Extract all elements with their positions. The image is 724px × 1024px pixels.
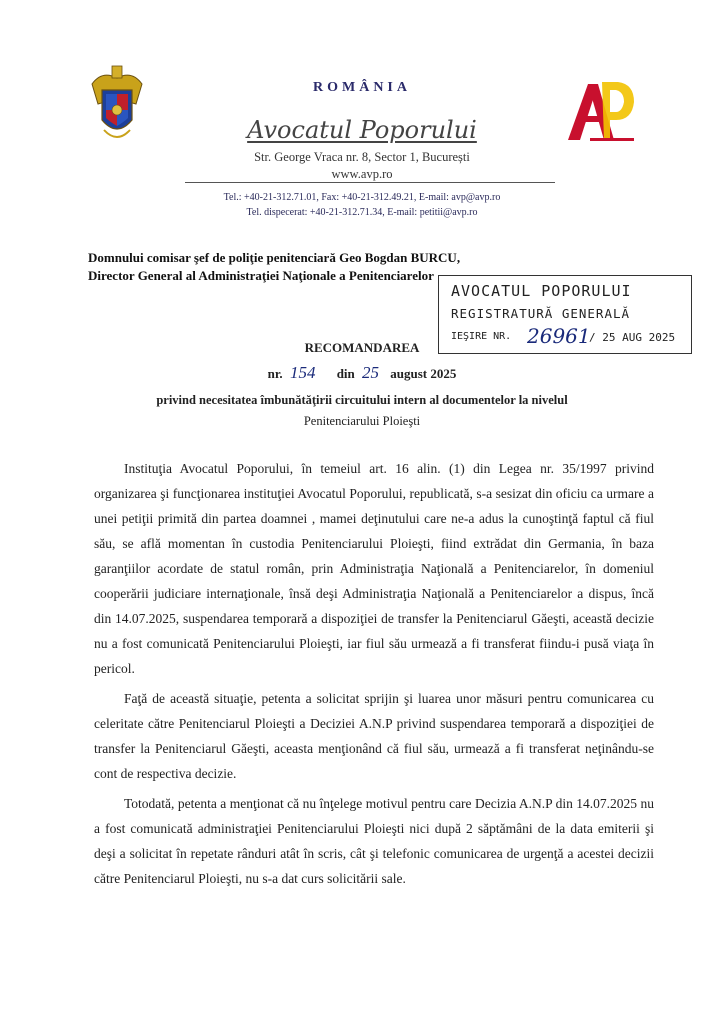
nr-value: 154 — [289, 363, 316, 382]
din-day: 25 — [362, 363, 380, 382]
stamp-handwritten-number: 26961 — [527, 324, 591, 348]
subject-line-2: Penitenciarului Ploieşti — [303, 414, 421, 428]
institution-name: Avocatul Poporului — [247, 116, 477, 144]
document-number-line — [0, 363, 724, 383]
body-paragraph-3: Totodată, petenta a menţionat că nu înţelege motivul pentru care Decizia A.N.P din 14.07.2025 nu a fost comunicată administraţiei Penitenciarului Ploieşti nici după 2 săptămâni de la data emiterii şi deşi a solicitat în repetate rânduri atât în scris, cât şi telefonic comunicarea de urgenţă a acestei decizii către Penitenciarul Ploieşti, nu s-a dat curs solicitării sale. — [94, 796, 654, 886]
nr-label: nr. — [267, 366, 283, 381]
addressee-line-1: Domnului comisar şef de poliţie penitenciară Geo Bogdan BURCU, — [88, 250, 461, 265]
country-name: ROMÂNIA — [313, 80, 411, 95]
subject-line-1: privind necesitatea îmbunătăţirii circuitului intern al documentelor la nivelul — [156, 393, 568, 407]
document-body — [94, 456, 654, 896]
stamp-exit-label: IEŞIRE NR. — [451, 331, 512, 342]
body-paragraph-2: Faţă de această situaţie, petenta a solicitat sprijin şi luarea unor măsuri pentru comunicarea cu celeritate către Penitenciarul Ploieşti a Deciziei A.N.P privind suspendarea temporară a dispoziţiei de transfer la Penitenciarul Găeşti, aceasta menţionând că fiul său, urmează a fi transferat neţinându-se cont de respectiva decizie. — [94, 691, 654, 781]
institution-address: Str. George Vraca nr. 8, Sector 1, București — [254, 150, 470, 164]
addressee-line-2: Director General al Administraţiei Naţionale a Penitenciarelor — [88, 268, 434, 283]
stamp-line-1: AVOCATUL POPORULUI — [451, 282, 632, 300]
contact-line-2: Tel. dispecerat: +40-21-312.71.34, E-mail: petitii@avp.ro — [246, 207, 478, 218]
stamp-date: / 25 AUG 2025 — [589, 331, 676, 344]
header-divider — [185, 182, 555, 183]
stamp-line-2: REGISTRATURĂ GENERALĂ — [451, 306, 631, 321]
contact-line-1: Tel.: +40-21-312.71.01, Fax: +40-21-312.49.21, E-mail: avp@avp.ro — [223, 192, 501, 203]
institution-website: www.avp.ro — [331, 167, 393, 181]
body-paragraph-1: Instituţia Avocatul Poporului, în temeiul art. 16 alin. (1) din Legea nr. 35/1997 privind organizarea şi funcţionarea instituţiei Avocatul Poporului, republicată, s-a sesizat din oficiu ca urmare a unei petiţii primită din partea doamnei , mamei deţinutului care ne-a adus la cunoştinţă faptul că fiul său, se află momentan în custodia Penitenciarului Ploieşti, fiind extrădat din Germania, în baza garanţiilor acordate de statul român, prin Administraţia Naţională a Penitenciarelor, în domeniul cooperării judiciare internaţionale, însă deşi Administraţia Naţională a Penitenciarelor a dispus, încă din 14.07.2025, suspendarea temporară a dispoziţiei de transfer la Penitenciarul Găeşti, această decizie nu a fost comunicată Penitenciarului Ploieşti, iar fiul său urmează a fi transferat fiindu-i pusă viaţa în pericol. — [94, 461, 654, 676]
din-label: din — [336, 366, 355, 381]
document-title: RECOMANDAREA — [304, 340, 420, 355]
date-rest: august 2025 — [390, 366, 457, 381]
